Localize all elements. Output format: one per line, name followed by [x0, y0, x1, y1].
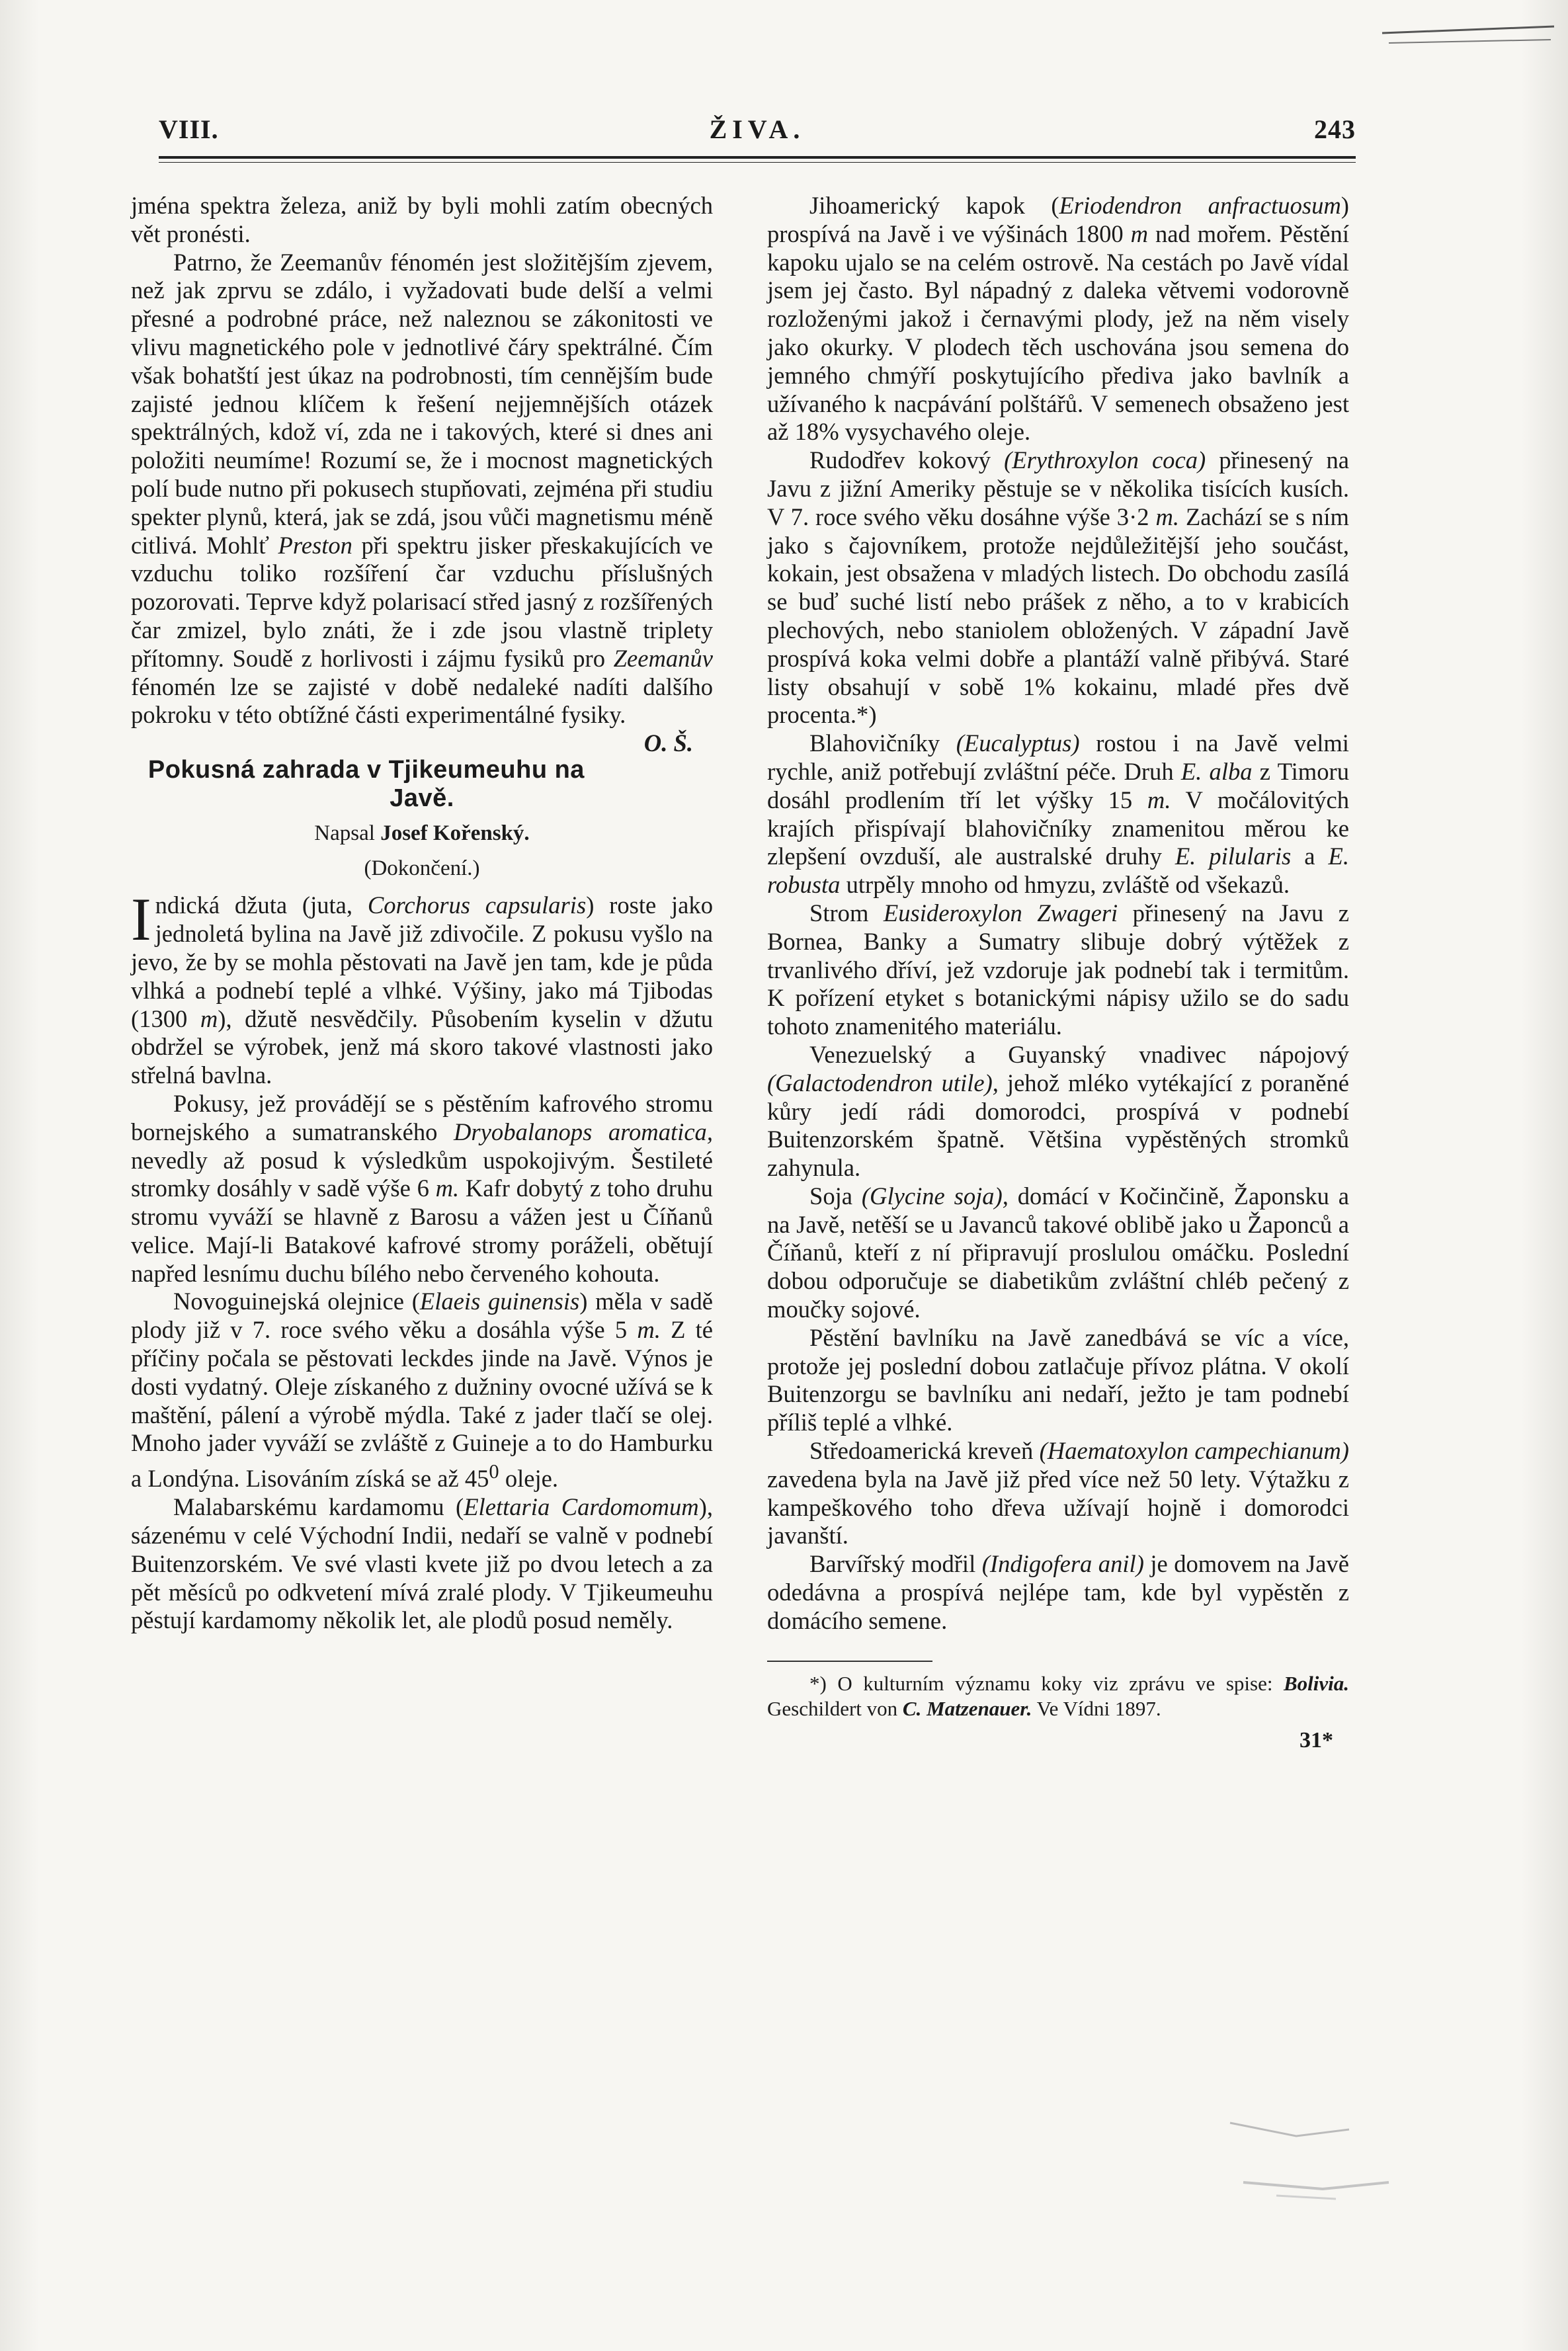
- paragraph: Pokusy, jež provádějí se s pěstěním kafrového stromu bornejského a sumatranského Dryobalanops aromatica, nevedly až posud k výsledkům uspokojivým. Šestileté stromky dosáhly v sadě výše 6 m. Kafr dobytý z toho druhu stromu vyváží se hlavně z Barosu a vážen jest u Číňanů velice. Mají-li Batakové kafrové stromy poráželi, obětují napřed lesnímu duchu bílého nebo červeného kohouta.: [131, 1089, 713, 1287]
- paragraph: Venezuelský a Guyanský vnadivec nápojový (Galactodendron utile), jehož mléko vytékající z poraněné kůry jedí rádi domorodci, prospívá v podnebí Buitenzorském špatně. Většina vypěstěných stromků zahynula.: [767, 1040, 1349, 1182]
- author-signature: O. Š.: [643, 729, 693, 757]
- left-column: [131, 192, 713, 1635]
- running-header: [159, 114, 1356, 153]
- article-title: Pokusná zahrada v Tjikeumeuhu na Javě.: [147, 756, 585, 812]
- paragraph: Pěstění bavlníku na Javě zanedbává se víc a více, protože jej poslední dobou zatlačuje přívoz plátna. V okolí Buitenzorgu se bavlníku ani nedaří, ježto je tam podnebí příliš teplé a vlhké.: [767, 1323, 1349, 1436]
- right-column: [767, 192, 1349, 1754]
- journal-title: ŽIVA.: [709, 114, 805, 144]
- paragraph: Středoamerická kreveň (Haematoxylon campechianum) zavedena byla na Javě již před více než 50 lety. Výtažku z kampeškového toho dřeva užívají hojně i domorodci javanští.: [767, 1437, 1349, 1549]
- paragraph: Soja (Glycine soja), domácí v Kočinčině, Žaponsku a na Javě, netěší se u Javanců takové oblibě jako u Žaponců a Číňanů, kteří z ní připravují proslulou omáčku. Poslední dobou odporučuje se diabetikům zvláštní chléb pečený z moučky sojové.: [767, 1182, 1349, 1323]
- paragraph: Blahovičníky (Eucalyptus) rostou i na Javě velmi rychle, aniž potřebují zvláštní péče. Druh E. alba z Timoru dosáhl prodlením tří let výšky 15 m. V močálovitých krajích přispívají blahovičníky znamenitou měrou ke zlepšení ovzduší, ale australské druhy E. pilularis a E. robusta utrpěly mnoho od hmyzu, zvláště od všekazů.: [767, 729, 1350, 899]
- person-name: Preston: [278, 531, 352, 559]
- continuation-note: (Dokončení.): [364, 856, 480, 880]
- paragraph: Barvířský modřil (Indigofera anil) je domovem na Javě odedávna a prospívá nejlépe tam, kde byl vypěstěn z domácího semene.: [767, 1550, 1349, 1634]
- footnote-rule: [767, 1661, 932, 1662]
- header-rule: [159, 156, 1356, 163]
- author-name: Josef Kořenský.: [380, 821, 530, 845]
- paragraph: jména spektra železa, aniž by byli mohli zatím obecných vět pronésti.: [131, 192, 713, 247]
- page-number: 243: [1314, 114, 1356, 144]
- paragraph: Malabarskému kardamomu (Elettaria Cardomomum), sázenému v celé Východní Indii, nedaří se valně v podnebí Buitenzorském. Ve své vlasti kvete již po dvou letech a za pět měsíců po odkvetení mívá zralé plody. V Tjikeumeuhu pěstují kardamomy několik let, ale plodů posud neměly.: [131, 1493, 714, 1634]
- volume-number: VIII.: [159, 114, 219, 144]
- byline: Napsal Josef Kořenský.: [314, 821, 530, 845]
- paragraph: Strom Eusideroxylon Zwageri přinesený na Javu z Bornea, Banky a Sumatry slibuje dobrý výtěžek z trvanlivého dříví, jež vzdoruje jak podnebí tak i termitům. K pořízení etyket s botanickými nápisy užilo se do sadu tohoto znamenitého materiálu.: [767, 899, 1350, 1040]
- paragraph: Novoguinejská olejnice (Elaeis guinensis) měla v sadě plody již v 7. roce svého věku a dosáhla výše 5 m. Z té příčiny počala se pěstovati leckdes jinde na Javě. Výnos je dosti vydatný. Oleje získaného z dužniny ovocné užívá se k maštění, pálení a výrobě mýdla. Také z jader tlačí se olej. Mnoho jader vyváží se zvláště z Guineje a to do Hamburku a Londýna. Lisováním získá se až $45^0$ oleje.: [131, 1288, 713, 1493]
- paragraph: Indická džuta (juta, Corchorus capsularis) roste jako jednoletá bylina na Javě již zdivočile. Z pokusu vyšlo na jevo, že by se mohla pěstovati na Javě jen tam, kde je půda vlhká a podnebí teplé a vlhké. Výšiny, jako má Tjibodas (1300 m), džutě nesvědčily. Působením kyselin v džutu obdržel se výrobek, jenž má skoro takové vlastnosti jako střelná bavlna.: [131, 886, 713, 1089]
- paragraph: Jihoamerický kapok (Eriodendron anfractuosum) prospívá na Javě i ve výšinách 1800 m nad mořem. Pěstění kapoku ujalo se na celém ostrově. Na cestách po Javě vídal jsem jej často. Byl nápadný z daleka větvemi vodorovně rozloženými jakož i černavými plody, jež na něm visely jako okurky. V plodech těch uschována jsou semena do jemného chmýří poskytujícího přediva jako bavlník a užívaného k nacpávání polštářů. V semenech obsaženo jest až 18% vysychavého oleje.: [767, 192, 1349, 446]
- sheet-signature-mark: 31*: [1300, 1727, 1333, 1753]
- paragraph: Rudodřev kokový (Erythroxylon coca) přinesený na Javu z jižní Ameriky pěstuje se v několika tisících kusích. V 7. roce svého věku dosáhne výše 3·2 m. Zachází se s ním jako s čajovníkem, protože nejdůležitější jeho součást, kokain, jest obsažena v mladých listech. Do obchodu zasílá se buď suché listí nebo prášek z něho, a to v krabicích plechových, nebo staniolem obložených. V západní Javě prospívá koka velmi dobře a plantáží valně přibývá. Staré listy obsahují v sobě 1% kokainu, mladé přes dvě procenta.*): [767, 446, 1349, 729]
- footnote: *) O kulturním významu koky viz zprávu ve spise: Bolivia. Geschildert von C. Matzenauer. Ve Vídni 1897.: [767, 1671, 1350, 1720]
- drop-cap: I: [131, 886, 151, 954]
- paragraph: Patrno, že Zeemanův fénomén jest složitějším zjevem, než jak zprvu se zdálo, i vyžadovati bude delší a velmi přesné a podrobné práce, než naleznou se zákonitosti ve vlivu magnetického pole v jednotlivé čáry spektrálné. Čím však bohatští jest úkaz na podrobnosti, tím cennějším bude zajisté jednou klíčem k řešení nejjemnějších otázek spektrálných, kdož ví, zda ne i takových, které si dnes ani položiti neumíme! Rozumí se, že i mocnost magnetických polí bude nutno při pokusech stupňovati, zejména při studiu spekter plynů, která, jak se zdá, jsou vůči magnetismu méně citlivá. Mohlť Preston při spektru jisker přeskakujících ve vzduchu toliko rozšíření čar vzduchu příslušných pozorovati. Teprve když polarisací střed jasný z rozšířených čar zmizel, bylo znáti, že i zde jsou vlastně triplety přítomny. Soudě z horlivosti i zájmu fysiků pro Zeemanův fénomén lze se zajisté v době nedaleké nadíti dalšího pokroku v této obtížné části experimentálné fysiky. O. Š.: [131, 248, 713, 757]
